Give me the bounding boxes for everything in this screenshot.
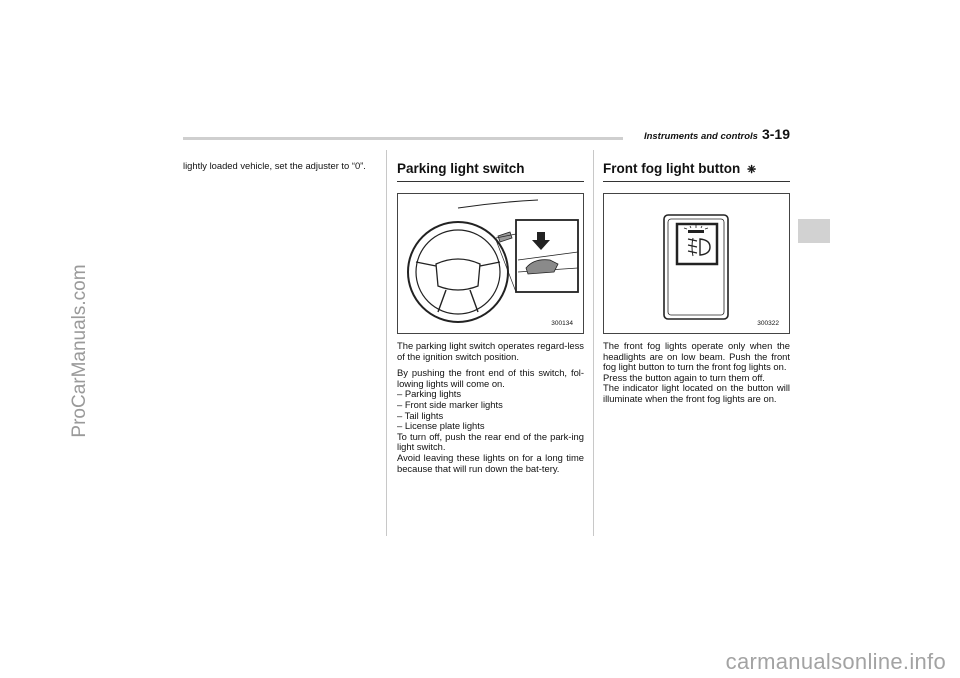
page-header (560, 126, 790, 146)
left-column (183, 161, 378, 178)
list-item: – Front side marker lights (397, 398, 503, 410)
fog-heading-text: Front fog light button (603, 161, 741, 176)
parking-para-3: To turn off, push the rear end of the park-ing light switch. (397, 430, 584, 453)
continued-text: lightly loaded vehicle, set the adjuster to “0”. (183, 160, 366, 171)
steering-wheel-illustration (398, 194, 583, 333)
fog-button-illustration (604, 194, 789, 333)
parking-section (397, 161, 584, 182)
chapter-thumb-tab (798, 219, 830, 243)
fog-body (603, 341, 790, 405)
parking-figure-code: 300134 (551, 320, 573, 327)
list-item: – Parking lights (397, 388, 462, 400)
section-title: Instruments and controls (643, 131, 758, 142)
parking-para-2: By pushing the front end of this switch, fol-lowing lights will come on. (397, 367, 584, 389)
parking-para-1: The parking light switch operates regard-less of the ignition switch position. (397, 340, 584, 362)
column-divider-2 (593, 150, 594, 536)
fog-para-3: The indicator light located on the button will illuminate when the front fog lights are on. (603, 382, 790, 404)
bottom-watermark: carmanualsonline.info (725, 649, 946, 674)
page-number: 3-19 (761, 126, 790, 142)
fog-para-2: Press the button again to turn them off. (603, 371, 765, 383)
fog-figure (603, 193, 790, 334)
parking-heading: Parking light switch (397, 161, 584, 182)
fog-figure-code: 300322 (757, 320, 779, 327)
fog-heading (603, 161, 790, 182)
parking-body (397, 341, 584, 474)
fog-para-1: The front fog lights operate only when the headlights are on low beam. Push the front fog light button to turn the front fog lights on. (603, 340, 790, 373)
column-divider-1 (386, 150, 387, 536)
header-rule (183, 137, 623, 140)
parking-figure (397, 193, 584, 334)
side-watermark: ProCarManuals.com (69, 264, 90, 438)
parking-para-4: Avoid leaving these lights on for a long time because that will run down the bat-tery. (397, 451, 584, 474)
list-item: – License plate lights (397, 420, 485, 432)
asterisk-icon: ❈ (746, 164, 757, 176)
list-item: – Tail lights (397, 409, 444, 421)
fog-section (603, 161, 790, 182)
